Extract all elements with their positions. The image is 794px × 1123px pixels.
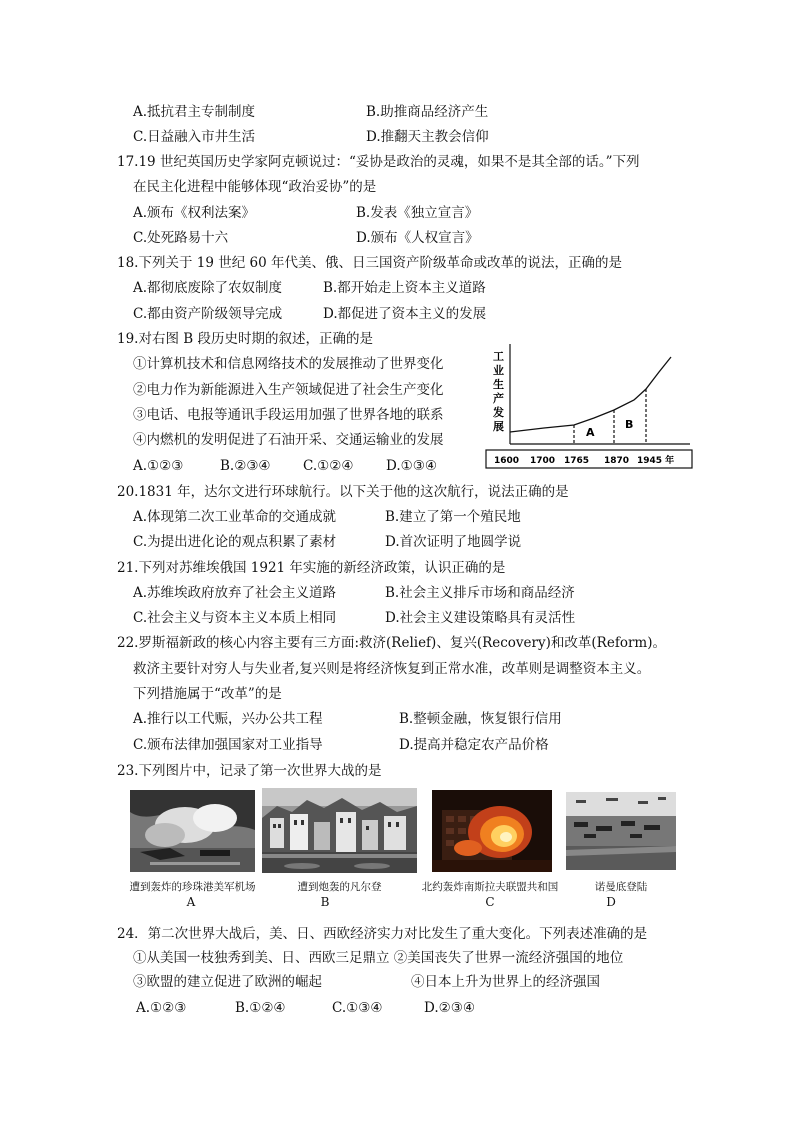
q22-option-d: D.提高并稳定农产品价格: [399, 737, 549, 753]
q20-option-d: D.首次证明了地圆学说: [385, 534, 522, 550]
q16-option-c: C.日益融入市井生活: [133, 129, 256, 145]
chart-ylabel-6: 展: [493, 420, 504, 433]
chart-ylabel-4: 产: [493, 392, 504, 405]
q22-stem-cont-1: 救济主要针对穷人与失业者,复兴则是将经济恢复到正常水准，改革则是调整资本主义。: [133, 661, 651, 677]
q16-option-b: B.助推商品经济产生: [366, 104, 489, 120]
q22-stem-cont-2: 下列措施属于“改革”的是: [133, 686, 282, 702]
q24-option-c: C.①③④: [332, 1000, 383, 1016]
q19-option-b: B.②③④: [220, 458, 271, 474]
q18-option-a: A.都彻底废除了农奴制度: [133, 280, 283, 296]
q20-option-a: A.体现第二次工业革命的交通成就: [133, 509, 337, 525]
q16-option-a: A.抵抗君主专制制度: [133, 104, 256, 120]
q19-stem: 19.对右图 B 段历史时期的叙述，正确的是: [117, 331, 373, 347]
q19-item-3: ③电话、电报等通讯手段运用加强了世界各地的联系: [133, 407, 444, 423]
chart-ylabel-1: 工: [493, 350, 504, 363]
q18-option-c: C.都由资产阶级领导完成: [133, 306, 283, 322]
photo-letter-c: C: [485, 895, 495, 909]
caption-d: 诺曼底登陆: [594, 881, 648, 893]
growth-curve: [510, 357, 671, 432]
q21-option-d: D.社会主义建设策略具有灵活性: [385, 610, 576, 626]
q22-option-c: C.颁布法律加强国家对工业指导: [133, 737, 323, 753]
tick-1600: 1600: [494, 456, 520, 466]
photo-normandy-landing: [566, 792, 676, 870]
tick-1945: 1945 年: [637, 456, 675, 466]
chart-ylabel-5: 发: [493, 406, 504, 419]
q17-option-d: D.颁布《人权宣言》: [356, 230, 479, 246]
q20-option-b: B.建立了第一个殖民地: [385, 509, 521, 525]
q19-item-1: ①计算机技术和信息网络技术的发展推动了世界变化: [133, 356, 444, 372]
q17-option-b: B.发表《独立宣言》: [356, 205, 479, 221]
q16-option-d: D.推翻天主教会信仰: [366, 129, 489, 145]
q24-items-1-2: ①从美国一枝独秀到美、日、西欧三足鼎立 ②美国丧失了世界一流经济强国的地位: [133, 950, 624, 966]
q18-stem: 18.下列关于 19 世纪 60 年代美、俄、日三国资产阶级革命或改革的说法，正确的是: [117, 255, 622, 271]
q22-stem: 22.罗斯福新政的核心内容主要有三方面:救济(Relief)、复兴(Recovery)和改革(Reform)。: [117, 635, 666, 651]
q17-stem-cont: 在民主化进程中能够体现“政治妥协”的是: [133, 179, 377, 195]
q24-option-b: B.①②④: [235, 1000, 286, 1016]
segment-b-label: B: [625, 418, 634, 431]
q22-option-a: A.推行以工代赈，兴办公共工程: [133, 711, 323, 727]
q22-option-b: B.整顿金融，恢复银行信用: [399, 711, 562, 727]
caption-b: 遭到炮轰的凡尔登: [297, 881, 382, 893]
q21-stem: 21.下列对苏维埃俄国 1921 年实施的新经济政策，认识正确的是: [117, 560, 506, 576]
chart-ylabel-2: 业: [493, 364, 504, 377]
q24-item-4: ④日本上升为世界上的经济强国: [411, 974, 600, 990]
photo-nato-bombing: [432, 790, 552, 872]
q24-option-d: D.②③④: [424, 1000, 475, 1016]
tick-1765: 1765: [564, 456, 590, 466]
q21-option-b: B.社会主义排斥市场和商品经济: [385, 585, 575, 601]
photo-letter-d: D: [606, 895, 616, 909]
caption-c: 北约轰炸南斯拉夫联盟共和国: [421, 881, 559, 893]
caption-a: 遭到轰炸的珍珠港美军机场: [129, 881, 256, 893]
q19-item-4: ④内燃机的发明促进了石油开采、交通运输业的发展: [133, 432, 444, 448]
segment-a-label: A: [586, 426, 595, 439]
q17-stem: 17.19 世纪英国历史学家阿克顿说过：“妥协是政治的灵魂，如果不是其全部的话。”下列: [117, 154, 640, 170]
q19-option-d: D.①③④: [386, 458, 437, 474]
q24-stem: 24．第二次世界大战后，美、日、西欧经济实力对比发生了重大变化。下列表述准确的是: [117, 926, 648, 942]
q23-stem: 23.下列图片中，记录了第一次世界大战的是: [117, 763, 382, 779]
q19-option-c: C.①②④: [303, 458, 354, 474]
tick-1700: 1700: [530, 456, 556, 466]
tick-1870: 1870: [604, 456, 630, 466]
q20-stem: 20.1831 年，达尔文进行环球航行。以下关于他的这次航行，说法正确的是: [117, 484, 569, 500]
q21-option-c: C.社会主义与资本主义本质上相同: [133, 610, 337, 626]
q17-option-c: C.处死路易十六: [133, 230, 229, 246]
q18-option-d: D.都促进了资本主义的发展: [323, 306, 487, 322]
q20-option-c: C.为提出进化论的观点积累了素材: [133, 534, 337, 550]
photo-pearl-harbor: [130, 790, 255, 872]
q24-option-a: A.①②③: [136, 1000, 187, 1016]
q17-option-a: A.颁布《权利法案》: [133, 205, 256, 221]
q18-option-b: B.都开始走上资本主义道路: [323, 280, 486, 296]
photo-letter-b: B: [320, 895, 330, 909]
q19-item-2: ②电力作为新能源进入生产领域促进了社会生产变化: [133, 382, 444, 398]
industrial-development-chart: [484, 332, 694, 470]
chart-ylabel-3: 生: [493, 378, 504, 391]
q19-option-a: A.①②③: [133, 458, 184, 474]
q21-option-a: A.苏维埃政府放弃了社会主义道路: [133, 585, 337, 601]
q24-item-3: ③欧盟的建立促进了欧洲的崛起: [133, 974, 322, 990]
photo-letter-a: A: [186, 895, 196, 909]
photo-verdun: [262, 788, 417, 873]
